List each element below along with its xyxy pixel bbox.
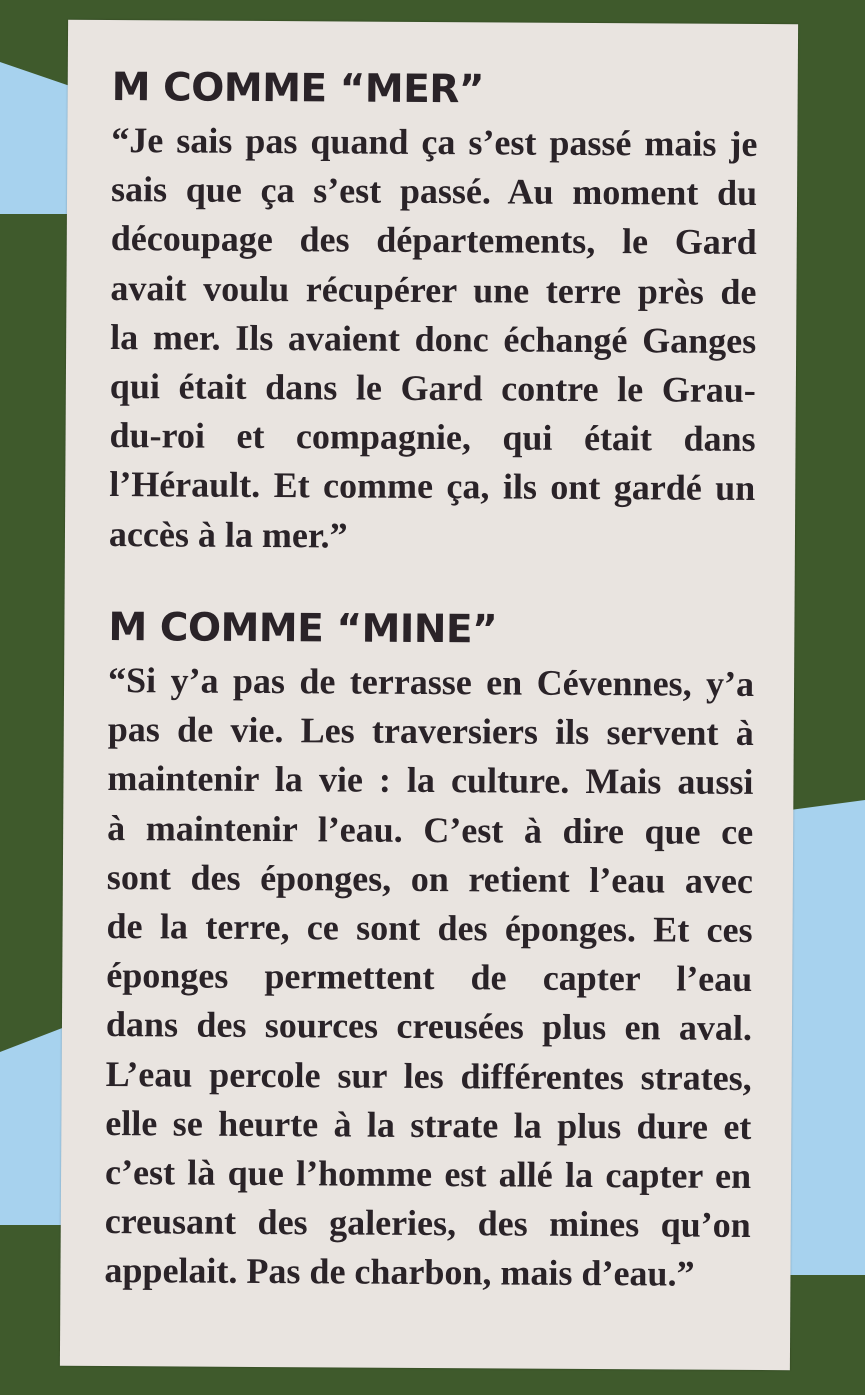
section-heading: M COMME “MER” [111,65,485,113]
quote-line: éponges permettent de capter l’eau [106,955,753,1000]
quote-line: découpage des départements, le Gard [110,218,757,263]
quote-line: c’est là que l’homme est allé la capter en [104,1152,752,1197]
quote-line: L’eau percole sur les différentes strates, [105,1053,752,1098]
quote-line: appelait. Pas de charbon, mais d’eau.” [104,1250,695,1295]
text-card [60,20,798,1370]
blue-shape-bottom-left [0,1025,70,1225]
section-quote [104,656,754,1300]
section-mer [109,64,758,563]
quote-line: maintenir la vie : la culture. Mais aussi [107,758,754,803]
quote-line: à maintenir l’eau. C’est à dire que ce [107,807,754,852]
quote-line: accès à la mer.” [108,513,348,556]
quote-line: l’Hérault. Et comme ça, ils ont gardé un [109,464,756,509]
quote-line: elle se heurte à la strate la plus dure et [105,1102,752,1147]
quote-line: dans des sources creusées plus en aval. [105,1004,753,1049]
section-quote [109,116,758,563]
quote-line: qui était dans le Gard contre le Grau- [109,366,756,411]
quote-line: sais que ça s’est passé. Au moment du [110,169,758,214]
quote-line: sont des éponges, on retient l’eau avec [106,856,753,901]
quote-line: creusant des galeries, des mines qu’on [104,1201,751,1246]
quote-line: de la terre, ce sont des éponges. Et ces [106,906,753,950]
quote-line: avait voulu récupérer une terre près de [110,267,757,312]
quote-line: “Je sais pas quand ça s’est passé mais je [111,120,758,164]
quote-line: pas de vie. Les traversiers ils servent à [107,709,754,754]
section-mine [104,604,754,1300]
quote-line: du-roi et compagnie, qui était dans [109,415,756,460]
section-heading: M COMME “MINE” [108,605,498,653]
blue-shape-top-left [0,62,70,214]
quote-line: la mer. Ils avaient donc échangé Ganges [110,316,757,361]
quote-line: “Si y’a pas de terrasse en Cévennes, y’a [107,660,755,704]
blue-shape-right [790,800,865,1275]
